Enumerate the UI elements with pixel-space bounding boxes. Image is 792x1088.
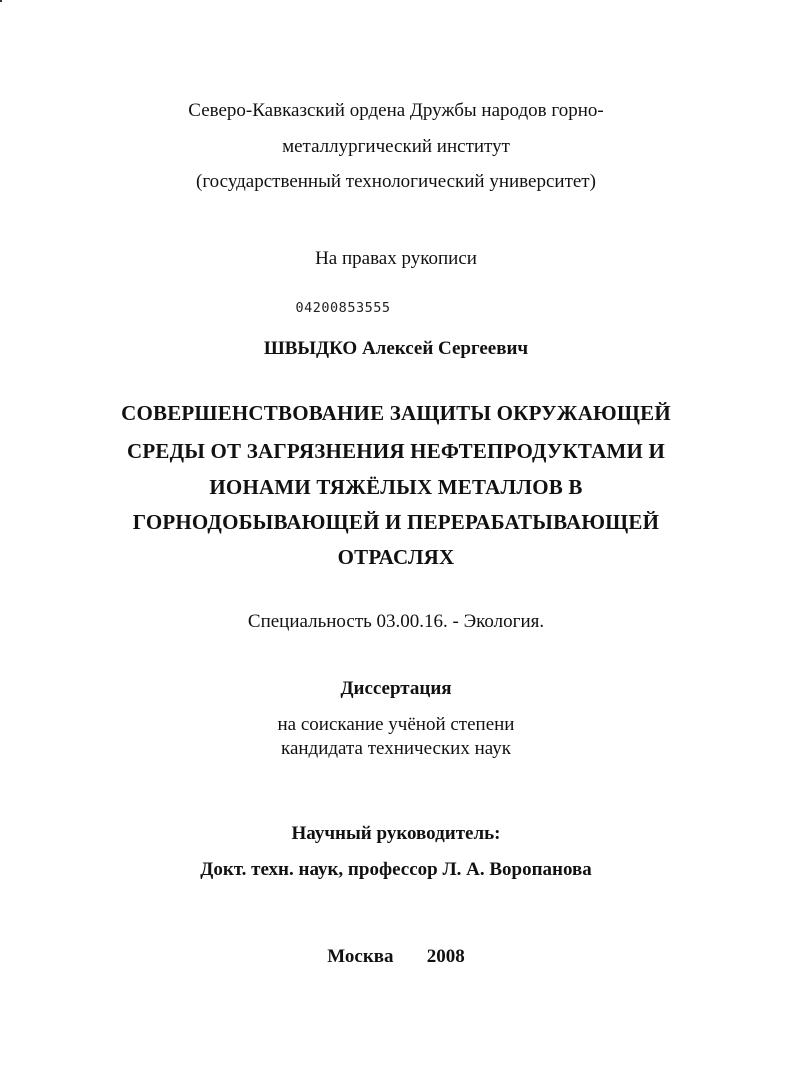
supervisor-label: Научный руководитель: [291, 823, 501, 844]
thesis-title-line-3: ИОНАМИ ТЯЖЁЛЫХ МЕТАЛЛОВ В [209, 475, 583, 499]
author-name: ШВЫДКО Алексей Сергеевич [263, 338, 529, 359]
place-and-year: Москва 2008 [327, 946, 465, 967]
institution-line-1: Северо-Кавказский ордена Дружбы народов горно- [188, 100, 604, 121]
scan-corner-mark [0, 0, 2, 2]
document-type: Диссертация [340, 678, 452, 699]
degree-line-1: на соискание учёной степени [277, 714, 515, 735]
thesis-title-line-1: СОВЕРШЕНСТВОВАНИЕ ЗАЩИТЫ ОКРУЖАЮЩЕЙ [121, 401, 671, 425]
registration-number: 04200853555 [295, 300, 391, 316]
thesis-title-line-4: ГОРНОДОБЫВАЮЩЕЙ И ПЕРЕРАБАТЫВАЮЩЕЙ [132, 510, 660, 534]
institution-line-2: металлургический институт [282, 136, 510, 157]
degree-line-2: кандидата технических наук [281, 738, 511, 759]
specialty: Специальность 03.00.16. - Экология. [247, 611, 545, 632]
thesis-title-line-2: СРЕДЫ ОТ ЗАГРЯЗНЕНИЯ НЕФТЕПРОДУКТАМИ И [127, 439, 665, 463]
thesis-title-line-5: ОТРАСЛЯХ [337, 545, 455, 569]
supervisor-name: Докт. техн. наук, профессор Л. А. Воропанова [200, 859, 592, 880]
manuscript-note: На правах рукописи [315, 248, 477, 269]
institution-line-3: (государственный технологический университет) [196, 171, 596, 192]
